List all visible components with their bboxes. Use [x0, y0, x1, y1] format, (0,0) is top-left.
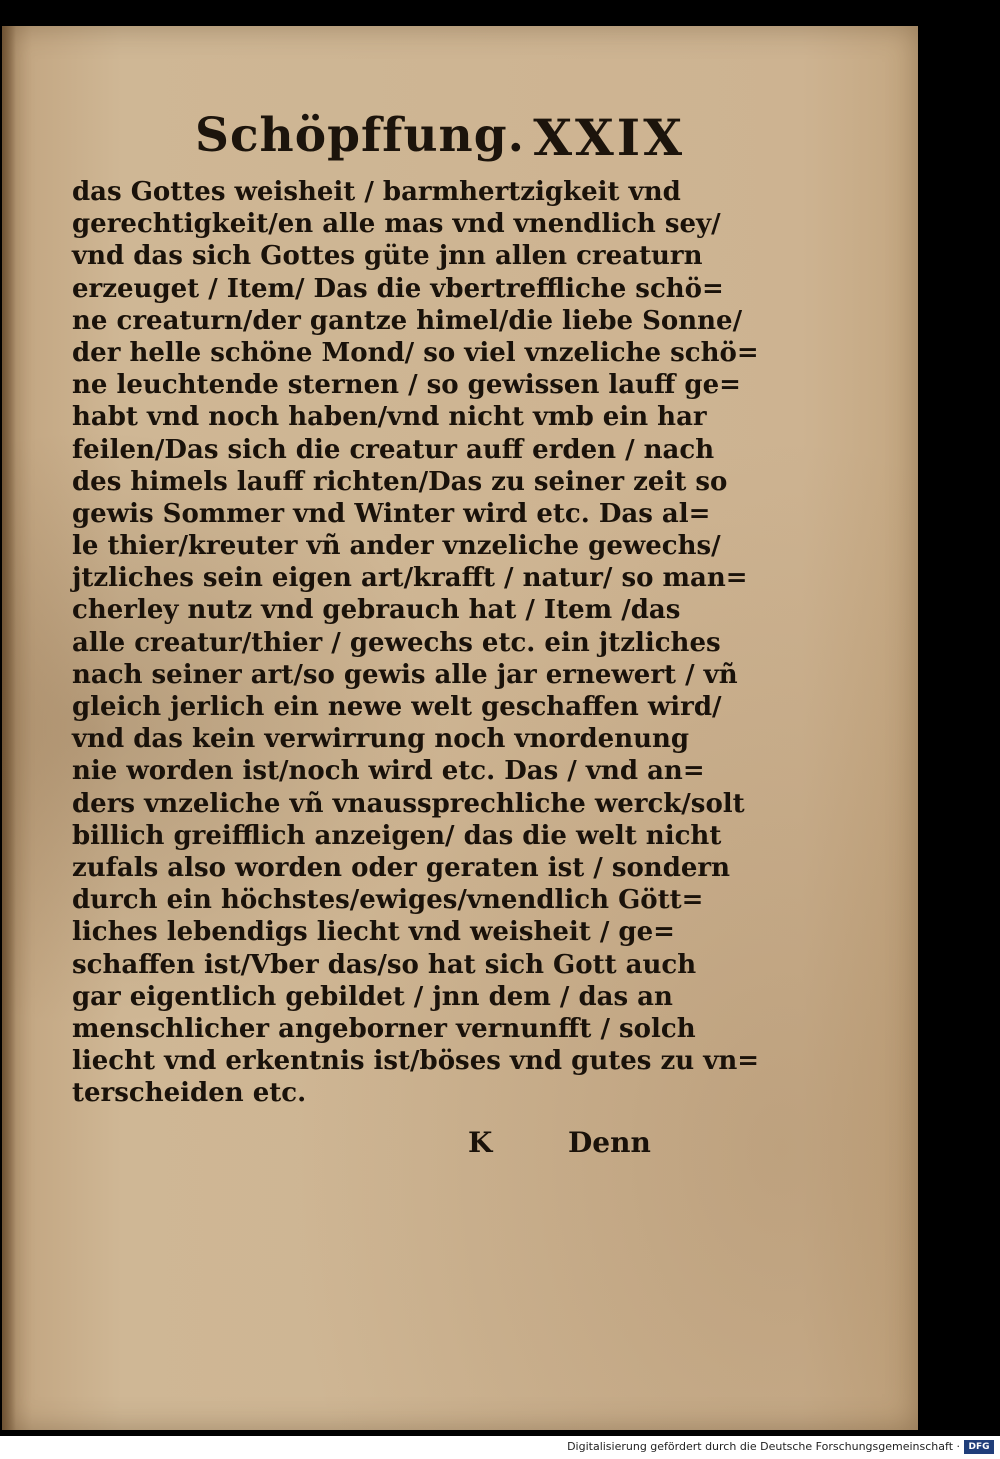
text-line: gewis Sommer vnd Winter wird etc. Das al= — [72, 498, 711, 529]
dfg-logo-icon: DFG — [964, 1440, 994, 1454]
text-line: durch ein höchstes/ewiges/vnendlich Gött= — [72, 885, 704, 916]
text-line: terscheiden etc. — [72, 1078, 307, 1109]
text-line: gerechtigkeit/en alle mas vnd vnendlich sey/ — [72, 209, 721, 240]
text-line: zufals also worden oder geraten ist / sondern — [72, 852, 731, 883]
text-line: alle creatur/thier / gewechs etc. ein jtzliches — [72, 627, 721, 658]
text-line: ne creaturn/der gantze himel/die liebe Sonne/ — [72, 305, 743, 336]
text-line: liches lebendigs liecht vnd weisheit / ge= — [72, 917, 675, 948]
body-text — [72, 176, 760, 1109]
text-line: le thier/kreuter vñ ander vnzeliche gewechs/ — [72, 531, 721, 562]
footer-bar — [0, 1436, 1000, 1459]
text-line: erzeuget / Item/ Das die vbertreffliche schö= — [72, 273, 724, 304]
text-line: menschlicher angeborner vernunfft / solch — [72, 1013, 696, 1044]
text-line: ne leuchtende sternen / so gewissen lauff ge= — [72, 370, 741, 401]
text-line: des himels lauff richten/Das zu seiner zeit so — [72, 466, 728, 497]
running-head-title: Schöpffung. — [195, 108, 525, 163]
catchword: Denn — [568, 1126, 651, 1159]
text-line: vnd das kein verwirrung noch vnordenung — [72, 724, 690, 755]
text-line: gleich jerlich ein newe welt geschaffen wird/ — [72, 692, 722, 722]
text-line: der helle schöne Mond/ so viel vnzeliche schö= — [72, 337, 759, 368]
text-line: liecht vnd erkentnis ist/böses vnd gutes zu vn= — [72, 1046, 760, 1077]
text-line: ders vnzeliche vñ vnaussprechliche werck/solt — [72, 788, 745, 819]
folio-number: XXIX — [533, 108, 685, 167]
text-line: nach seiner art/so gewis alle jar ernewert / vñ — [72, 659, 738, 690]
text-line: cherley nutz vnd gebrauch hat / Item /das — [72, 595, 681, 626]
page-gutter-shadow — [2, 26, 16, 1430]
text-line: habt vnd noch haben/vnd nicht vmb ein har — [72, 402, 707, 433]
text-line: nie worden ist/noch wird etc. Das / vnd an= — [72, 756, 705, 787]
text-line: das Gottes weisheit / barmhertzigkeit vnd — [72, 177, 681, 207]
funding-credit: Digitalisierung gefördert durch die Deutsche Forschungsgemeinschaft · — [567, 1440, 960, 1453]
text-line: gar eigentlich gebildet / jnn dem / das an — [72, 981, 673, 1012]
text-line: vnd das sich Gottes güte jnn allen creaturn — [72, 241, 703, 272]
running-head — [195, 108, 685, 178]
signature-mark: K — [468, 1126, 493, 1159]
text-line: feilen/Das sich die creatur auff erden / nach — [72, 434, 715, 465]
text-line: billich greifflich anzeigen/ das die welt nicht — [72, 820, 722, 851]
text-line: schaffen ist/Vber das/so hat sich Gott auch — [72, 949, 697, 980]
text-line: jtzliches sein eigen art/krafft / natur/ so man= — [72, 563, 748, 594]
